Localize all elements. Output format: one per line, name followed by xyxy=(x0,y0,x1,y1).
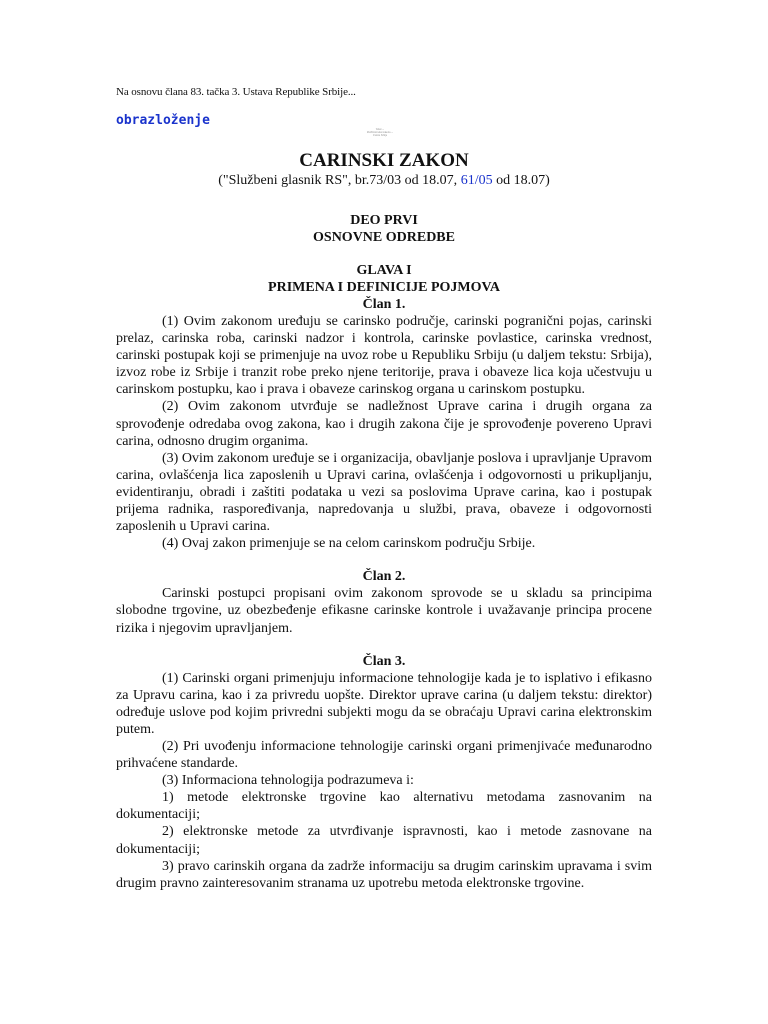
article-paragraph: 3) pravo carinskih organa da zadrže informaciju sa drugim carinskim upravama i svim drugim pravno zainteresovanim stranama uz upotrebu metoda elektronske trgovine. xyxy=(116,858,652,891)
document-title: CARINSKI ZAKON xyxy=(299,150,469,171)
chapter-heading: GLAVA I xyxy=(356,263,412,278)
tiny-note-line: Ustava Srbije xyxy=(372,134,388,137)
gazette-text: ("Službeni glasnik RS", br.73/03 od 18.07, xyxy=(218,173,461,188)
explanation-link[interactable]: obrazloženje xyxy=(116,113,210,128)
gazette-text-end: od 18.07) xyxy=(492,173,550,188)
gazette-link[interactable]: 61/05 xyxy=(460,173,493,188)
article-paragraph: (2) Ovim zakonom utvrđuje se nadležnost Uprave carina i drugih organa za sprovođenje odredaba ovog zakona, kao i drugih zakona čije je sprovođenje povereno Upravi carina, odnosno drugim organima. xyxy=(116,399,652,449)
tiny-note-line: Prečišćen tekst zakona ... xyxy=(366,131,394,134)
part-heading: DEO PRVI xyxy=(350,213,418,228)
chapter-title: PRIMENA I DEFINICIJE POJMOVA xyxy=(268,280,500,295)
article-paragraph: Carinski postupci propisani ovim zakonom sprovode se u skladu sa principima slobodne trgovine, uz obezbeđenje efikasne carinske kontrole i uvažavanje principa procene rizika i njegovim upravljanjem. xyxy=(116,586,652,636)
tiny-note xyxy=(340,128,420,137)
part-title: OSNOVNE ODREDBE xyxy=(313,230,455,245)
article-paragraph: (3) Informaciona tehnologija podrazumeva i: xyxy=(162,773,414,789)
article-heading: Član 3. xyxy=(362,653,406,669)
article-paragraph: (2) Pri uvođenju informacione tehnologije carinski organi primenjivaće međunarodno prihvaćene standarde. xyxy=(116,738,652,772)
article-paragraph: 1) metode elektronske trgovine kao alternativu metodama zasnovanim na dokumentaciji; xyxy=(116,790,652,823)
article-paragraph: (1) Carinski organi primenjuju informacione tehnologije kada je to isplativo i efikasno za Upravu carina, kao i za privredu uopšte. Direktor uprave carina (u daljem tekstu: direktor) određuje uslove pod kojim privredni subjekti mogu da se obraćaju Upravi carina elektronskim putem. xyxy=(116,670,652,737)
article-paragraph: 2) elektronske metode za utvrđivanje ispravnosti, kao i metode zasnovane na dokumentaciji; xyxy=(116,824,652,857)
article-paragraph: (4) Ovaj zakon primenjuje se na celom carinskom području Srbije. xyxy=(162,536,536,552)
tiny-note-line: Tekst ... xyxy=(375,128,385,131)
preamble-text: Na osnovu člana 83. tačka 3. Ustava Republike Srbije... xyxy=(116,86,356,98)
article-paragraph: (3) Ovim zakonom uređuje se i organizacija, obavljanje poslova i upravljanje Upravom carina, ovlašćenja lica zaposlenih u Upravi carina, ovlašćenja i odgovornosti u prikupljanju, evidentiranju, obradi i zaštiti podataka u vezi sa poslovima Uprave carina, kao i postupak prijema radnika, raspoređivanja, napredovanja u službi, prava, obaveze i odgovornosti zaposlenih u Upravi carina. xyxy=(116,450,652,535)
law-content xyxy=(116,150,652,892)
article-paragraph: (1) Ovim zakonom uređuju se carinsko područje, carinski pogranični pojas, carinski prelaz, carinska roba, carinski nadzor i kontrola, carinske povlastice, carinska vrednost, carinski postupak koji se primenjuje na uvoz robe u Republiku Srbiju (u daljem tekstu: Srbija), izvoz robe iz Srbije i tranzit robe preko njene teritorije, prava i obaveze lica koja učestvuju u carinskom postupku, kao i prava i obaveze carinskog organa u carinskom postupku. xyxy=(116,314,652,398)
article-heading: Član 1. xyxy=(362,297,406,312)
gazette-reference xyxy=(116,172,652,190)
article-heading: Član 2. xyxy=(362,569,406,585)
